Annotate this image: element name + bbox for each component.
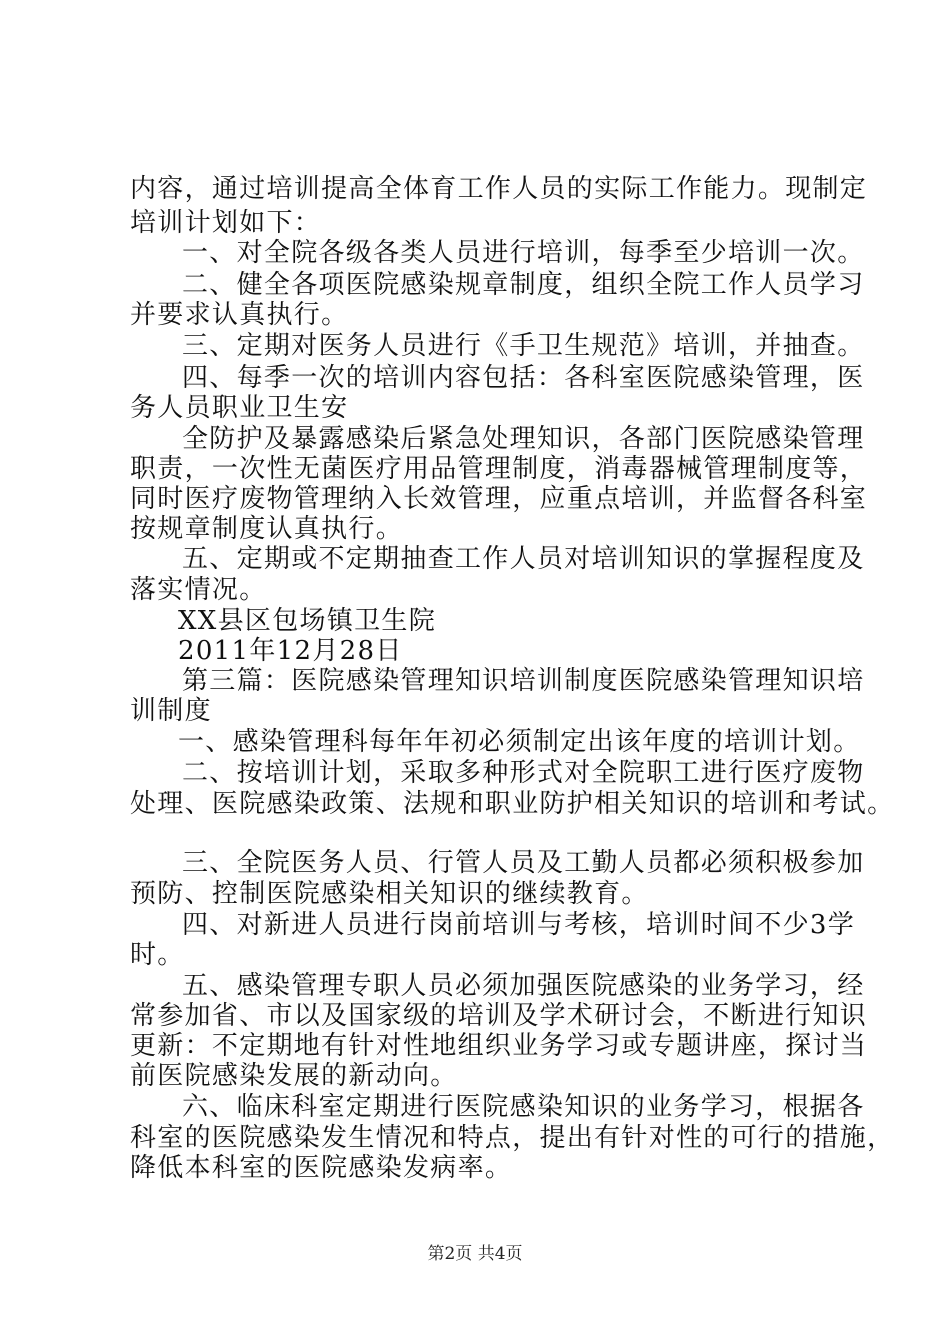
section-heading: 训制度 bbox=[130, 696, 212, 726]
signature-date: 2011年12月28日 bbox=[178, 636, 403, 666]
paragraph-line: 五、感染管理专职人员必须加强医院感染的业务学习，经 bbox=[182, 971, 865, 1001]
paragraph-line: 内容，通过培训提高全体育工作人员的实际工作能力。现制定 bbox=[130, 174, 868, 204]
paragraph-line: 降低本科室的医院感染发病率。 bbox=[130, 1153, 513, 1183]
paragraph-line: 更新：不定期地有针对性地组织业务学习或专题讲座，探讨当 bbox=[130, 1031, 868, 1061]
paragraph-line: 职责，一次性无菌医疗用品管理制度，消毒器械管理制度等， bbox=[130, 454, 868, 484]
section-heading: 第三篇：医院感染管理知识培训制度医院感染管理知识培 bbox=[182, 666, 865, 696]
paragraph-line: 时。 bbox=[130, 940, 185, 970]
page-number-footer: 第2页 共4页 bbox=[427, 1244, 523, 1264]
paragraph-line: 预防、控制医院感染相关知识的继续教育。 bbox=[130, 879, 649, 909]
paragraph-line: 二、健全各项医院感染规章制度，组织全院工作人员学习 bbox=[182, 270, 865, 300]
paragraph-line: 一、对全院各级各类人员进行培训，每季至少培训一次。 bbox=[182, 238, 865, 268]
paragraph-line: 六、临床科室定期进行医院感染知识的业务学习，根据各 bbox=[182, 1092, 865, 1122]
paragraph-line: 三、定期对医务人员进行《手卫生规范》培训，并抽查。 bbox=[182, 331, 865, 361]
paragraph-line: 常参加省、市以及国家级的培训及学术研讨会，不断进行知识 bbox=[130, 1001, 868, 1031]
paragraph-line: 三、全院医务人员、行管人员及工勤人员都必须积极参加 bbox=[182, 848, 865, 878]
paragraph-line: 二、按培训计划，采取多种形式对全院职工进行医疗废物 bbox=[182, 758, 865, 788]
paragraph-line: 前医院感染发展的新动向。 bbox=[130, 1061, 458, 1091]
paragraph-line: 务人员职业卫生安 bbox=[130, 393, 349, 423]
paragraph-line: 四、每季一次的培训内容包括：各科室医院感染管理，医 bbox=[182, 363, 865, 393]
paragraph-line: 并要求认真执行。 bbox=[130, 300, 349, 330]
paragraph-line: 落实情况。 bbox=[130, 575, 267, 605]
paragraph-line: 同时医疗废物管理纳入长效管理，应重点培训，并监督各科室 bbox=[130, 484, 868, 514]
paragraph-line: 处理、医院感染政策、法规和职业防护相关知识的培训和考试。 bbox=[130, 789, 895, 819]
paragraph-line: 科室的医院感染发生情况和特点，提出有针对性的可行的措施， bbox=[130, 1123, 895, 1153]
paragraph-line: 培训计划如下： bbox=[130, 208, 322, 238]
signature-organization: XX县区包场镇卫生院 bbox=[178, 606, 437, 636]
paragraph-line: 一、感染管理科每年年初必须制定出该年度的培训计划。 bbox=[178, 727, 861, 757]
paragraph-line: 按规章制度认真执行。 bbox=[130, 514, 404, 544]
paragraph-line: 全防护及暴露感染后紧急处理知识，各部门医院感染管理 bbox=[182, 424, 865, 454]
paragraph-line: 四、对新进人员进行岗前培训与考核，培训时间不少3学 bbox=[182, 910, 856, 940]
paragraph-line: 五、定期或不定期抽查工作人员对培训知识的掌握程度及 bbox=[182, 544, 865, 574]
